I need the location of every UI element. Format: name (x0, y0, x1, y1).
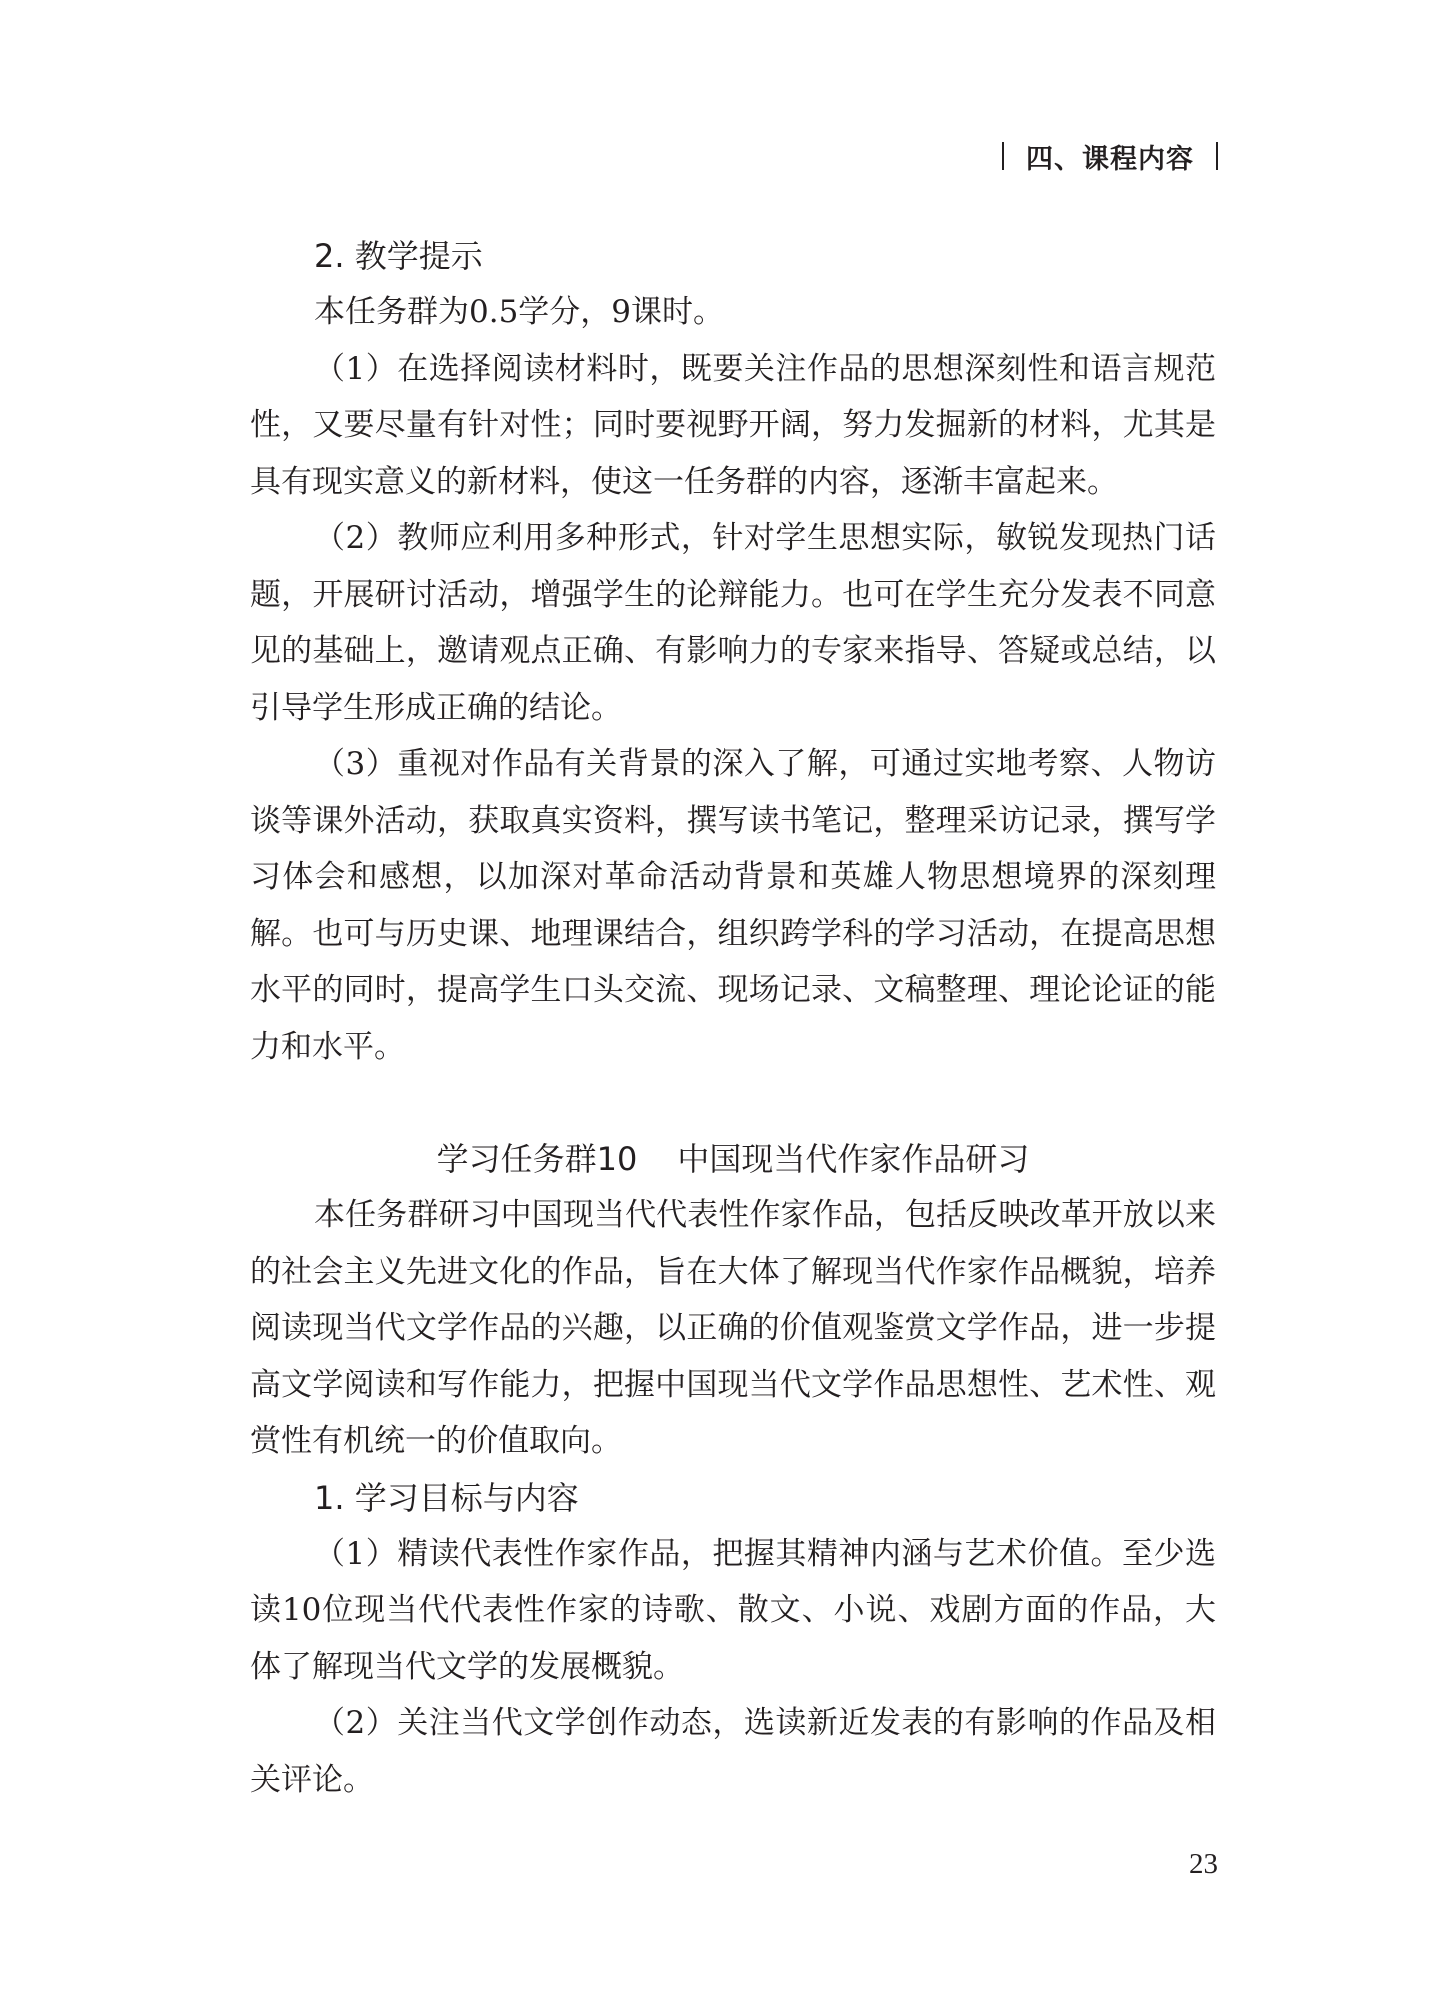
credit-paragraph: 本任务群为0.5学分，9课时。 (314, 294, 725, 330)
learning-goals-heading: 1. 学习目标与内容 (314, 1478, 579, 1517)
header-section-title: 四、课程内容 (1026, 143, 1194, 175)
tip-paragraph-3: （3）重视对作品有关背景的深入了解，可通过实地考察、人物访谈等课外活动，获取真实资料，撰写读书笔记，整理采访记录，撰写学习体会和感想，以加深对革命活动背景和英雄人物思想境界的深刻理解。也可与历史课、地理课结合，组织跨学科的学习活动，在提高思想水平的同时，提高学生口头交流、现场记录、文稿整理、理论论证的能力和水平。 (250, 746, 1216, 1065)
page-number: 23 (1189, 1848, 1218, 1880)
teaching-tips-heading: 2. 教学提示 (314, 237, 483, 275)
task-group-number: 学习任务群10 (436, 1140, 638, 1178)
task-group-intro: 本任务群研习中国现当代代表性作家作品，包括反映改革开放以来的社会主义先进文化的作品，旨在大体了解现当代作家作品概貌，培养阅读现当代文学作品的兴趣，以正确的价值观鉴赏文学作品，进一步提高文学阅读和写作能力，把握中国现当代文学作品思想性、艺术性、观赏性有机统一的价值取向。 (250, 1197, 1216, 1459)
goal-paragraph-2: （2）关注当代文学创作动态，选读新近发表的有影响的作品及相关评论。 (250, 1705, 1216, 1798)
task-group-name: 中国现当代作家作品研习 (677, 1140, 1030, 1178)
page-body (250, 228, 1216, 1808)
task-group-title (250, 1131, 1216, 1187)
header-right-rule (1216, 142, 1218, 170)
running-header (1002, 136, 1218, 176)
tip-paragraph-1: （1）在选择阅读材料时，既要关注作品的思想深刻性和语言规范性，又要尽量有针对性；同时要视野开阔，努力发掘新的材料，尤其是具有现实意义的新材料，使这一任务群的内容，逐渐丰富起来。 (250, 350, 1216, 500)
header-left-rule (1002, 142, 1004, 170)
tip-paragraph-2: （2）教师应利用多种形式，针对学生思想实际，敏锐发现热门话题，开展研讨活动，增强学生的论辩能力。也可在学生充分发表不同意见的基础上，邀请观点正确、有影响力的专家来指导、答疑或总结，以引导学生形成正确的结论。 (250, 520, 1216, 726)
goal-paragraph-1: （1）精读代表性作家作品，把握其精神内涵与艺术价值。至少选读10位现当代代表性作家的诗歌、散文、小说、戏剧方面的作品，大体了解现当代文学的发展概貌。 (250, 1535, 1216, 1685)
section-spacer (250, 1075, 1216, 1131)
